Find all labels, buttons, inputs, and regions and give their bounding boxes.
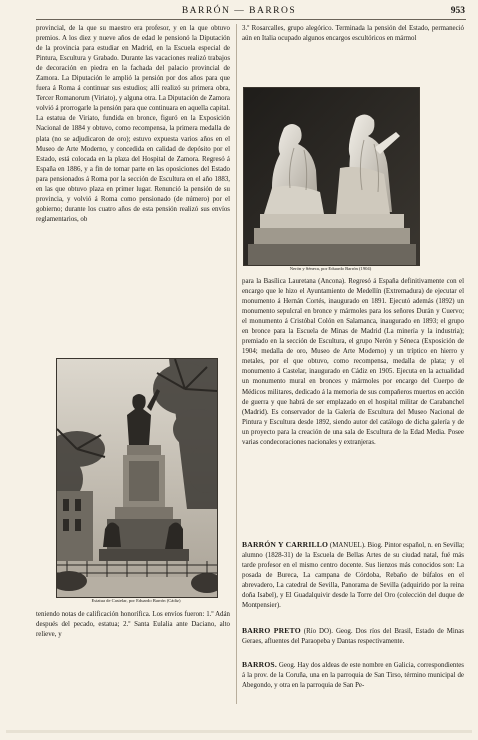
entry-barron-y-carrillo <box>242 540 464 624</box>
right-column-middle-text <box>242 277 464 538</box>
entry-body: Pintor español, n. en Sevilla; alumno (1828-31) de la Escuela de Bellas Artes de su ciudad natal, fué más tarde profesor en el mismo centro docente. Sus lienzos más conocidos son: La posada de Bureca, La campana de Córdoba, Rebaño de búfalos en el abrevadero, La catedral de Sevilla, Panorama de Sevilla (adquirido por la reina doña Isabel), y El Guadalquivir desde la Torre del Oro (colección del duque de Montpensier). <box>242 542 464 610</box>
castelar-statue-photo <box>56 358 218 598</box>
entry-qualifier: Geog. <box>278 662 296 669</box>
paragraph: para la Basílica Lauretana (Ancona). Regresó á España definitivamente con el encargo que le hizo el Ayuntamiento de Medellín (Extremadura) de ejecutar el monumento á Hernán Cortés, inaugurado en 1891. Ejecutó además (1892) un monumento sepulcral en bronce y mármoles para los señores Durán y Cuervo; el monumento á Cristóbal Colón en Salamanca, inaugurado en 1893; el grupo en bronce para la Escuela de Minas de Madrid (La minería y la industria); premiado en la sección de Escultura, el grupo Nerón y Séneca (Exposición de 1904; medalla de oro, Museo de Arte Moderno) y un tríptico en hierro y metales, por el que obtuvo, como recompensa, medalla de plata; y el monumento á Castelar, inaugurado en Cádiz en 1905. Ejecuta en la actualidad un monumento mural en bronces y mármoles por encargo del Cuerpo de Médicos militares, dedicado á la memoria de sus compañeros muertos en acción de guerra y que habrá de ser emplazado en el hospital militar de Carabanchel (Madrid). Es conservador de la Galería de Escultura del Museo Nacional de Pintura y Escultura desde 1892, siendo autor del catálogo de dicha galería y de un proyecto para la creación de una sala de Escultura de la Edad Media. Posee varias condecoraciones nacionales y extranjeras. <box>242 278 464 446</box>
castelar-statue-caption: Estatua de Castelar, por Eduardo Barrón (Cádiz) <box>91 598 181 603</box>
entry-headword: BARROS. <box>242 660 277 669</box>
paragraph: provincial, de la que su maestro era profesor, y en la que obtuvo premios. A los diez y nueve años de edad le pensionó la Diputación de la provincia para estudiar en Madrid, en la Escuela especial de Pintura, Escultura y Grabado. Durante las vacaciones realizó trabajos de decoración en piedra en la fachada del palacio provincial de Zamora. La Diputación le amplió la pensión por dos años para que fuera á Roma á continuar sus estudios; allí realizó su primera obra, Tercer Romanorum (Viriato), y alguna otra. La Diputación de Zamora volvió á prorrogarle la pensión para que continuara en aquella capital. La estatua de Viriato, fundida en bronce, figuró en la Exposición Nacional de 1884 y obtuvo, como recompensa, la primera medalla de plata (no se adjudicaron de oro); estuvo expuesta varios años en el Museo de Arte Moderno, y concedida en calidad de depósito por el Estado, está colocada en la plaza del Hospital de Zamora. Regresó á España en 1886, y a fin de tomar parte en las oposiciones del Estado para pensionados á Roma por la sección de Escultura en el año 1883, en las que obtuvo plaza en primer lugar. Renunció la pensión de su provincia, y volvió á Roma como pensionado (de número) por el gobierno; durante los cuatro años de esta pensión realizó sus envíos reglamentarios, ob <box>36 25 230 223</box>
paragraph: teniendo notas de calificación honorífica. Los envíos fueron: 1.º Adán después del pecado, estatua; 2.º Santa Eulalia ante Daciano, alto relieve, y <box>36 611 230 639</box>
header-rule <box>36 19 466 20</box>
neron-seneca-sculpture-illustration <box>244 88 419 265</box>
entry-headword: BARRO PRETO <box>242 626 301 635</box>
left-column-bottom-text <box>36 610 230 650</box>
entry-body: Hay dos aldeas de este nombre en Galicia, correspondientes á la prov. de la Coruña, una en la parroquia de San Tirso, término municipal de Abegondo, y otra en la parroquia de San Pe- <box>242 662 464 690</box>
neron-seneca-caption: Nerón y Séneca, por Eduardo Barrón (1904) <box>289 266 372 271</box>
entry-qualifier: (Río DO). Geog. <box>303 628 353 635</box>
entry-headword: BARRÓN Y CARRILLO <box>242 540 329 549</box>
watermark-strip <box>6 727 472 737</box>
entry-barro-preto <box>242 626 464 658</box>
page-number: 953 <box>450 6 465 16</box>
right-column-top-text <box>242 24 464 56</box>
paragraph: 3.º Rosarcalles, grupo alegórico. Terminada la pensión del Estado, permaneció aún en Italia ocupado algunos encargos escultóricos en mármol <box>242 25 464 43</box>
neron-seneca-sculpture-photo <box>243 87 420 266</box>
left-column-top-text <box>36 24 230 355</box>
castelar-statue-illustration <box>57 359 217 597</box>
entry-barros <box>242 660 464 704</box>
entry-qualifier: (MANUEL). Biog. <box>329 542 383 549</box>
column-gutter <box>236 24 237 704</box>
entry-body: Dos ríos del Brasil, Estado de Minas Geraes, afluentes del Paraopeba y Dantas respectivamente. <box>242 628 464 646</box>
page-header-title: BARRÓN — BARROS <box>181 6 297 16</box>
